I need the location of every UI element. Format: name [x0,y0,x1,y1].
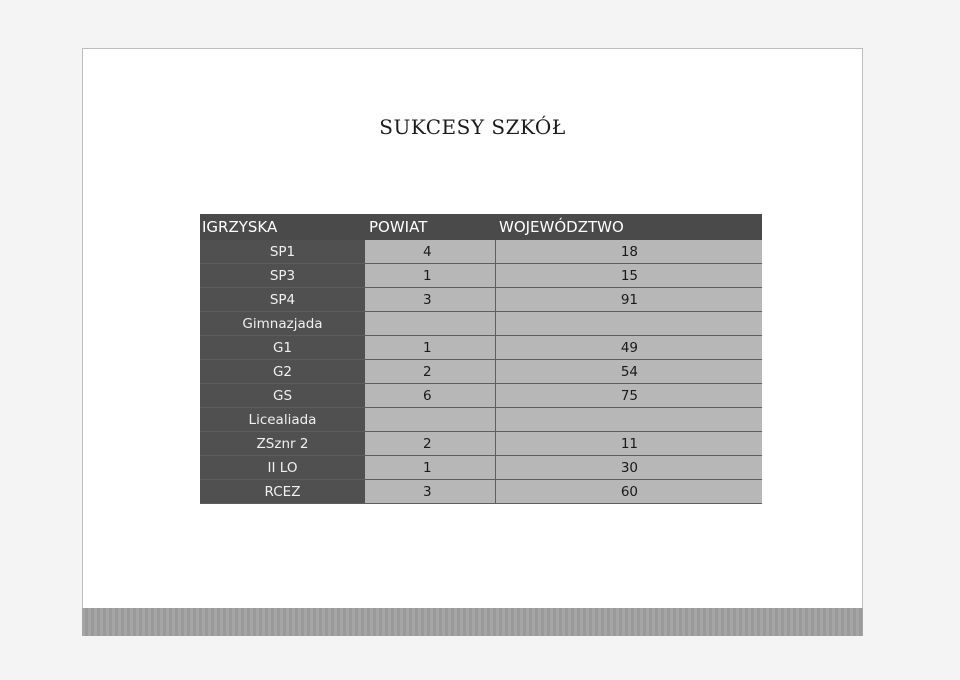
table-row [200,240,762,264]
row-wojewodztwo: 18 [495,240,762,264]
row-wojewodztwo [495,312,762,336]
row-powiat: 3 [365,480,495,504]
row-name: GS [200,384,365,408]
row-name: ZSznr 2 [200,432,365,456]
table-row [200,360,762,384]
table-row [200,264,762,288]
slide-title: SUKCESY SZKÓŁ [379,115,566,139]
results-table [200,214,762,504]
row-powiat [365,408,495,432]
row-wojewodztwo: 15 [495,264,762,288]
row-name: SP4 [200,288,365,312]
row-name: Gimnazjada [200,312,365,336]
row-name: II LO [200,456,365,480]
row-wojewodztwo: 30 [495,456,762,480]
slide [82,48,863,636]
row-name: SP3 [200,264,365,288]
row-wojewodztwo [495,408,762,432]
row-powiat: 1 [365,264,495,288]
header-igrzyska: IGRZYSKA [200,214,365,240]
table-row [200,432,762,456]
table-row [200,408,762,432]
row-wojewodztwo: 11 [495,432,762,456]
table-row [200,384,762,408]
row-powiat: 1 [365,336,495,360]
table-row [200,480,762,504]
row-wojewodztwo: 49 [495,336,762,360]
table-header-row [200,214,762,240]
table-row [200,336,762,360]
header-wojewodztwo: WOJEWÓDZTWO [495,214,762,240]
row-name: G2 [200,360,365,384]
row-wojewodztwo: 60 [495,480,762,504]
table-row [200,456,762,480]
row-wojewodztwo: 91 [495,288,762,312]
row-powiat: 3 [365,288,495,312]
row-powiat [365,312,495,336]
row-name: Licealiada [200,408,365,432]
row-wojewodztwo: 75 [495,384,762,408]
footer-bar [82,608,863,636]
row-powiat: 4 [365,240,495,264]
row-wojewodztwo: 54 [495,360,762,384]
row-powiat: 2 [365,360,495,384]
header-powiat: POWIAT [365,214,495,240]
row-name: RCEZ [200,480,365,504]
row-powiat: 1 [365,456,495,480]
row-powiat: 2 [365,432,495,456]
table-row [200,288,762,312]
row-name: G1 [200,336,365,360]
table-row [200,312,762,336]
row-name: SP1 [200,240,365,264]
row-powiat: 6 [365,384,495,408]
